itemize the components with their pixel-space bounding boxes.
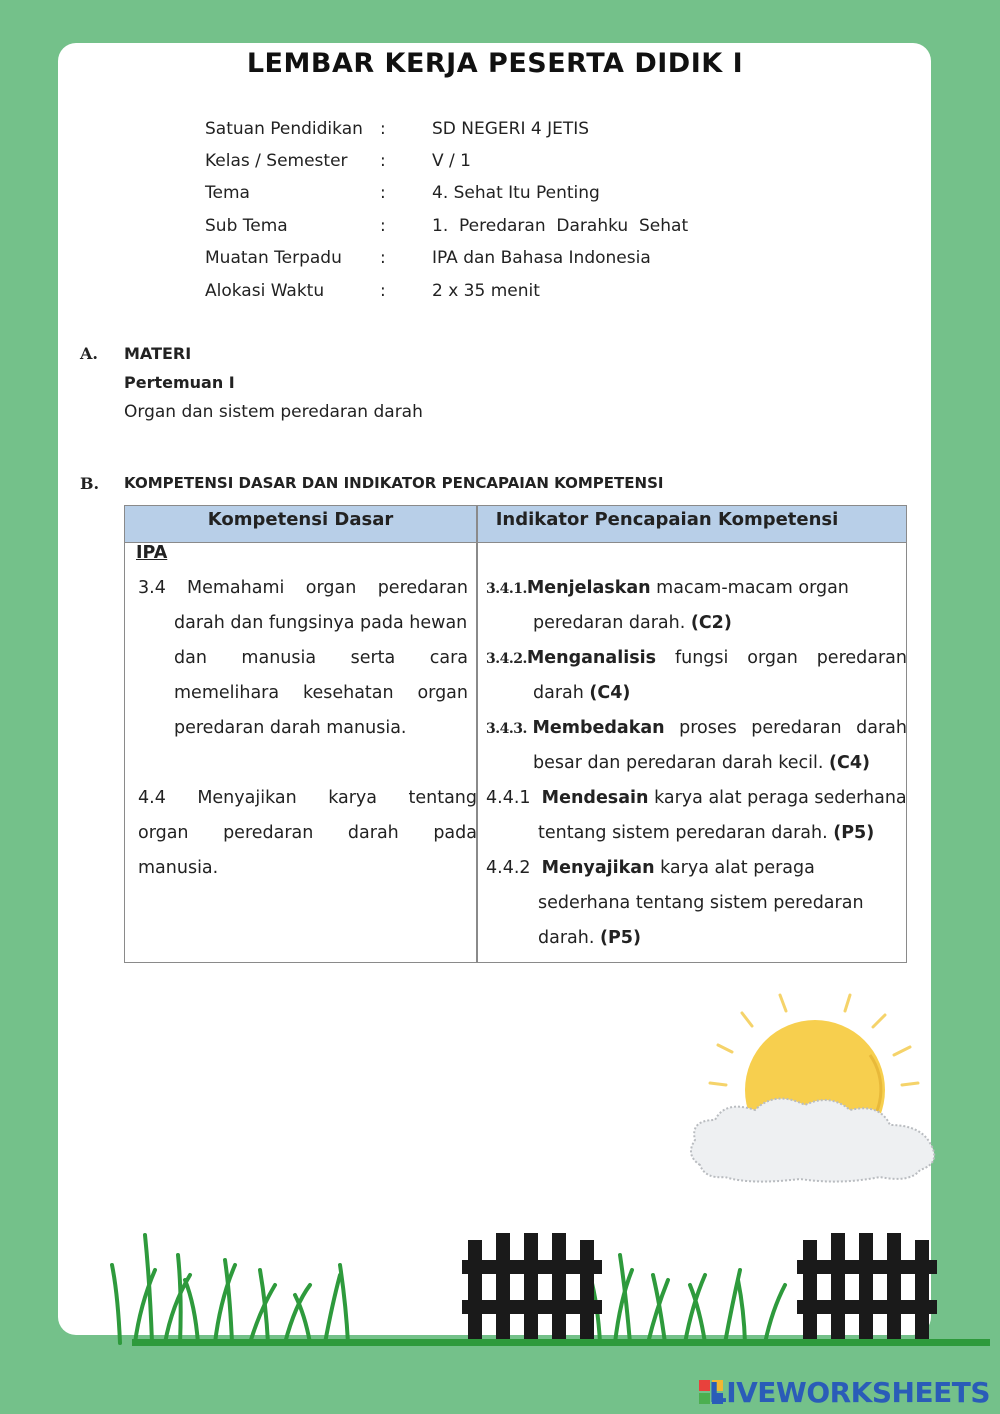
indicator-verb: Menganalisis xyxy=(526,648,657,668)
indicator-code: (C4) xyxy=(589,683,631,703)
kd-word: pada xyxy=(433,823,477,843)
indicator-code: (C2) xyxy=(690,613,732,633)
indicator-verb: Mendesain xyxy=(541,788,649,808)
cloud-icon xyxy=(691,1099,934,1182)
info-colon: : xyxy=(380,281,386,301)
indicator-word: peredaran xyxy=(816,648,907,668)
indicator-code: (P5) xyxy=(833,823,875,843)
section-b-letter: B. xyxy=(80,474,100,493)
kd-word: karya xyxy=(328,788,378,808)
indicator-word: darah xyxy=(856,718,907,738)
section-a-title: MATERI xyxy=(124,344,192,363)
kd-word: dan xyxy=(174,648,207,668)
kd-word: memelihara xyxy=(174,683,280,703)
fence-left xyxy=(462,1233,602,1340)
kd-word: peredaran xyxy=(377,578,468,598)
ground-line xyxy=(132,1339,990,1346)
section-a-letter: A. xyxy=(80,344,98,363)
info-label: Alokasi Waktu xyxy=(205,281,325,301)
kd-line xyxy=(174,683,468,703)
indicator-line xyxy=(486,578,849,598)
info-label: Muatan Terpadu xyxy=(205,248,342,268)
indicator-word: organ xyxy=(747,648,798,668)
indicator-line xyxy=(486,718,907,738)
indicator-line xyxy=(533,613,732,633)
kd-word: manusia xyxy=(241,648,317,668)
kd-word: organ xyxy=(305,578,357,598)
sun-cloud-illustration xyxy=(680,985,950,1190)
table-column-divider xyxy=(476,506,478,962)
info-label: Sub Tema xyxy=(205,216,288,236)
info-value: 4. Sehat Itu Penting xyxy=(432,183,600,203)
watermark-text: LIVEWORKSHEETS xyxy=(708,1376,990,1409)
info-label: Tema xyxy=(205,183,250,203)
info-colon: : xyxy=(380,119,386,139)
kd-word: peredaran xyxy=(223,823,314,843)
kd-word: 4.4 xyxy=(138,788,166,808)
page-title: LEMBAR KERJA PESERTA DIDIK I xyxy=(246,48,744,79)
indicator-text: darah. xyxy=(538,928,600,948)
competency-table xyxy=(124,505,907,963)
indicator-line xyxy=(486,858,815,878)
fence-right xyxy=(797,1233,937,1340)
info-value: IPA dan Bahasa Indonesia xyxy=(432,248,651,268)
indicator-text: macam-macam organ xyxy=(650,578,849,598)
indicator-text: besar dan peredaran darah kecil. xyxy=(533,753,829,773)
info-colon: : xyxy=(380,151,386,171)
indicator-line xyxy=(486,648,907,668)
kd-word: darah xyxy=(347,823,399,843)
kd-line xyxy=(187,578,468,598)
info-colon: : xyxy=(380,216,386,236)
indicator-line: sederhana tentang sistem peredaran xyxy=(538,893,864,913)
info-value: V / 1 xyxy=(432,151,471,171)
header-kompetensi-dasar: Kompetensi Dasar xyxy=(207,509,394,530)
indicator-word: fungsi xyxy=(674,648,729,668)
indicator-number: 3.4.2. xyxy=(486,651,527,667)
indicator-text: karya alat peraga sederhana xyxy=(648,788,907,808)
section-b-title: KOMPETENSI DASAR DAN INDIKATOR PENCAPAIAN KOMPETENSI xyxy=(124,474,664,492)
indicator-text: darah xyxy=(533,683,590,703)
info-colon: : xyxy=(380,183,386,203)
kd-line: darah dan fungsinya pada hewan xyxy=(174,613,468,633)
kd-line: peredaran darah manusia. xyxy=(174,718,407,738)
indicator-line xyxy=(538,928,641,948)
indicator-word: peredaran xyxy=(751,718,842,738)
kd-number: 3.4 xyxy=(138,578,166,598)
indicator-text: peredaran darah. xyxy=(533,613,691,633)
kd-word: organ xyxy=(138,823,189,843)
kd-word: tentang xyxy=(408,788,477,808)
kd-word: serta xyxy=(350,648,396,668)
indicator-number: 3.4.1. xyxy=(486,581,527,597)
indicator-code: (C4) xyxy=(828,753,870,773)
indicator-word: proses xyxy=(679,718,737,738)
indicator-code: (P5) xyxy=(599,928,641,948)
indicator-line xyxy=(538,823,874,843)
indicator-first-word xyxy=(486,718,665,738)
indicator-number: 4.4.1 xyxy=(486,788,531,808)
indicator-verb: Menyajikan xyxy=(541,858,655,878)
info-value: SD NEGERI 4 JETIS xyxy=(432,119,590,139)
section-a-text: Organ dan sistem peredaran darah xyxy=(124,402,423,422)
grass-fence-illustration xyxy=(100,1225,1000,1360)
kd-word: cara xyxy=(429,648,468,668)
indicator-number: 3.4.3. xyxy=(486,721,527,737)
kd-line: manusia. xyxy=(138,858,219,878)
info-value: 1. Peredaran Darahku Sehat xyxy=(432,216,689,236)
indicator-line xyxy=(533,683,630,703)
kd-word: organ xyxy=(417,683,468,703)
kd-word: Memahami xyxy=(187,578,285,598)
info-label: Satuan Pendidikan xyxy=(205,119,363,139)
indicator-text: karya alat peraga xyxy=(654,858,815,878)
info-label: Kelas / Semester xyxy=(205,151,348,171)
grass-blades xyxy=(112,1235,785,1343)
section-a-subtitle: Pertemuan I xyxy=(124,373,235,392)
kd-line xyxy=(174,648,468,668)
indicator-text: tentang sistem peredaran darah. xyxy=(538,823,834,843)
indicator-line xyxy=(486,788,907,808)
info-colon: : xyxy=(380,248,386,268)
subject-label: IPA xyxy=(136,543,168,563)
indicator-number: 4.4.2 xyxy=(486,858,531,878)
kd-word: kesehatan xyxy=(302,683,394,703)
indicator-verb: Menjelaskan xyxy=(526,578,651,598)
indicator-first-word xyxy=(486,648,656,668)
header-indikator: Indikator Pencapaian Kompetensi xyxy=(495,509,839,530)
kd-line xyxy=(138,788,477,808)
indicator-line xyxy=(533,753,870,773)
kd-line xyxy=(138,823,477,843)
info-value: 2 x 35 menit xyxy=(432,281,540,301)
indicator-verb: Membedakan xyxy=(532,718,665,738)
kd-word: Menyajikan xyxy=(197,788,297,808)
